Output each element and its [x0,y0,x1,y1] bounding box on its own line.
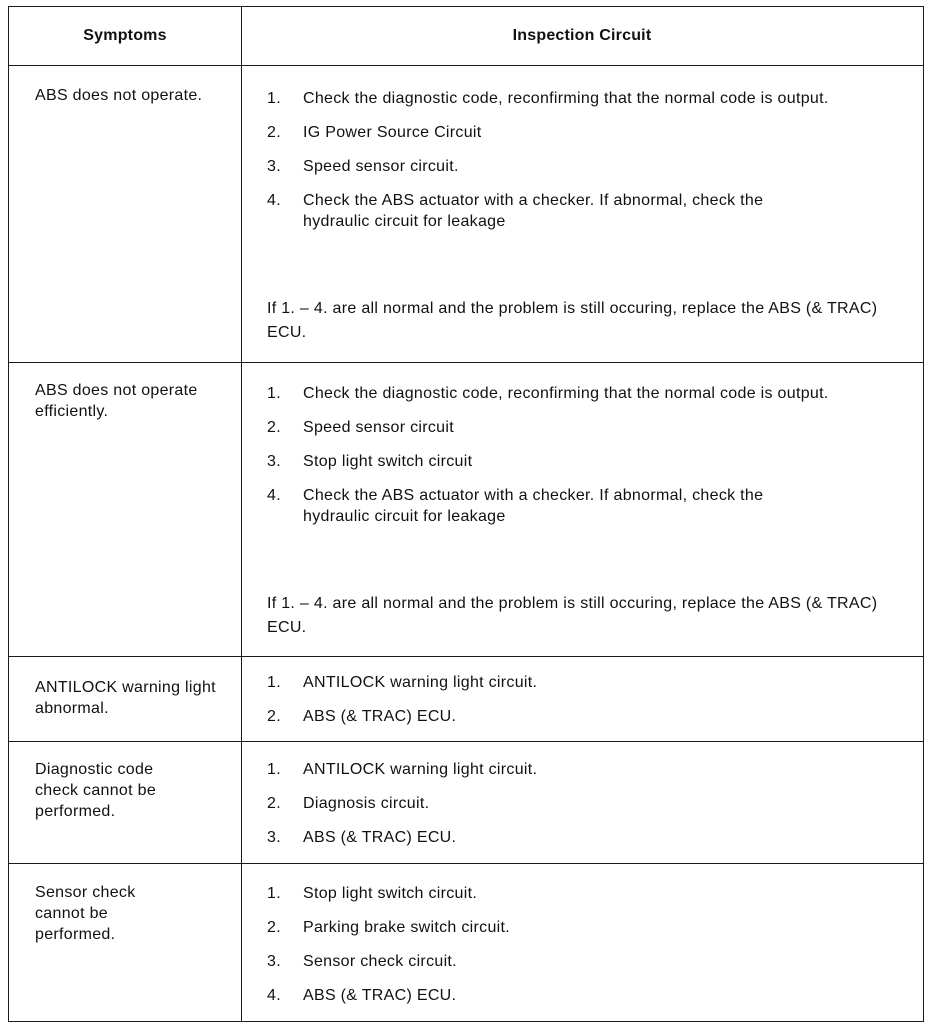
row-divider [9,362,923,363]
inspection-list [267,383,915,540]
item-text: ANTILOCK warning light circuit. [303,674,538,691]
header-symptoms: Symptoms [83,27,167,44]
item-text: Stop light switch circuit. [303,885,478,902]
row-divider [9,656,923,657]
troubleshooting-table [8,6,924,1022]
replacement-note: If 1. – 4. are all normal and the problem is still occuring, replace the ABS (& TRAC) ECU. [267,595,878,636]
item-number: 4. [267,487,281,504]
item-text: Diagnosis circuit. [303,795,430,812]
item-text: Check the diagnostic code, reconfirming that the normal code is output. [303,90,829,107]
inspection-list [267,672,915,740]
item-number: 3. [267,953,281,970]
list-item [267,883,915,904]
item-text: ABS (& TRAC) ECU. [303,829,457,846]
item-number: 3. [267,829,281,846]
list-item [267,417,915,438]
list-item [267,951,915,972]
inspection-list [267,759,915,861]
item-number: 2. [267,708,281,725]
item-text: Speed sensor circuit. [303,158,459,175]
item-text: Sensor check circuit. [303,953,457,970]
list-item [267,917,915,938]
row-divider [9,863,923,864]
item-number: 1. [267,885,281,902]
replacement-note: If 1. – 4. are all normal and the problem is still occuring, replace the ABS (& TRAC) ECU. [267,300,878,341]
symptom-cell: Diagnostic code check cannot be performed. [35,761,157,820]
symptom-cell: ANTILOCK warning light abnormal. [35,679,216,717]
item-text: ANTILOCK warning light circuit. [303,761,538,778]
item-number: 3. [267,158,281,175]
item-number: 2. [267,124,281,141]
list-item [267,485,915,527]
item-text: ABS (& TRAC) ECU. [303,987,457,1004]
item-number: 4. [267,987,281,1004]
list-item [267,156,915,177]
item-text: Check the diagnostic code, reconfirming that the normal code is output. [303,385,829,402]
row-divider [9,741,923,742]
symptom-cell: ABS does not operate. [35,87,203,104]
row-divider [9,65,923,66]
item-text: Stop light switch circuit [303,453,473,470]
list-item [267,793,915,814]
header-inspection-circuit: Inspection Circuit [512,27,652,44]
list-item [267,759,915,780]
item-number: 1. [267,90,281,107]
item-text: Check the ABS actuator with a checker. If abnormal, check the hydraulic circuit for leakage [303,487,764,525]
list-item [267,672,915,693]
item-number: 1. [267,385,281,402]
item-text: ABS (& TRAC) ECU. [303,708,457,725]
symptom-cell: ABS does not operate efficiently. [35,382,198,420]
item-number: 4. [267,192,281,209]
item-number: 2. [267,795,281,812]
item-number: 3. [267,453,281,470]
inspection-list [267,883,915,1019]
item-text: Check the ABS actuator with a checker. If abnormal, check the hydraulic circuit for leakage [303,192,764,230]
item-number: 1. [267,674,281,691]
item-text: IG Power Source Circuit [303,124,482,141]
list-item [267,122,915,143]
list-item [267,985,915,1006]
list-item [267,451,915,472]
item-number: 2. [267,419,281,436]
symptom-cell: Sensor check cannot be performed. [35,884,136,943]
item-text: Parking brake switch circuit. [303,919,510,936]
list-item [267,827,915,848]
item-text: Speed sensor circuit [303,419,454,436]
inspection-list [267,88,915,245]
list-item [267,383,915,404]
list-item [267,88,915,109]
column-divider [241,7,242,1021]
list-item [267,706,915,727]
item-number: 2. [267,919,281,936]
item-number: 1. [267,761,281,778]
list-item [267,190,915,232]
